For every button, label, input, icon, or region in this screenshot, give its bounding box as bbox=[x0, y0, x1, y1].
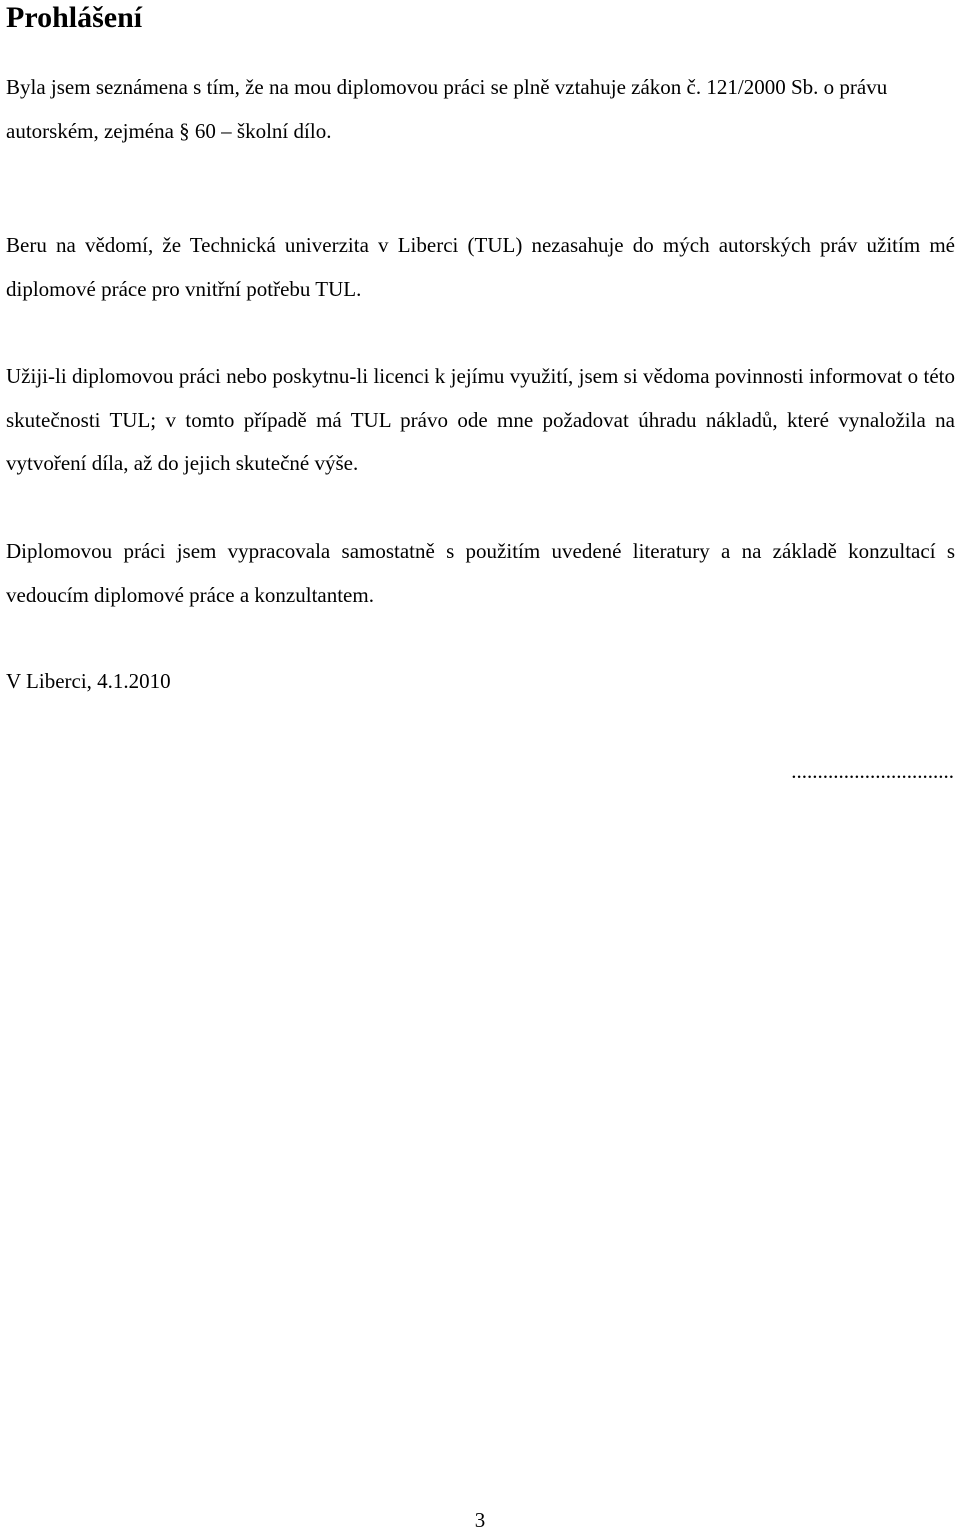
paragraph-license-obligation: Užiji-li diplomovou práci nebo poskytnu-li licenci k jejímu využití, jsem si vědoma povinnosti informovat o této skutečnosti TUL; v tomto případě má TUL právo ode mne požadovat úhradu nákladů, které vynaložila na vytvoření díla, až do jejich skutečné výše. bbox=[6, 364, 955, 475]
place-and-date: V Liberci, 4.1.2010 bbox=[6, 669, 171, 693]
page-title: Prohlášení bbox=[6, 1, 143, 34]
paragraph-independent-work: Diplomovou práci jsem vypracovala samostatně s použitím uvedené literatury a na základě konzultací s vedoucím diplomové práce a konzultantem. bbox=[6, 539, 955, 607]
page-number: 3 bbox=[474, 1508, 486, 1532]
paragraph-copyright-law: Byla jsem seznámena s tím, že na mou diplomovou práci se plně vztahuje zákon č. 121/2000 Sb. o právu autorském, zejména § 60 – školní dílo. bbox=[6, 75, 888, 143]
signature-line: ............................... bbox=[791, 759, 954, 783]
paragraph-tul-rights: Beru na vědomí, že Technická univerzita v Liberci (TUL) nezasahuje do mých autorských práv užitím mé diplomové práce pro vnitřní potřebu TUL. bbox=[6, 233, 955, 301]
